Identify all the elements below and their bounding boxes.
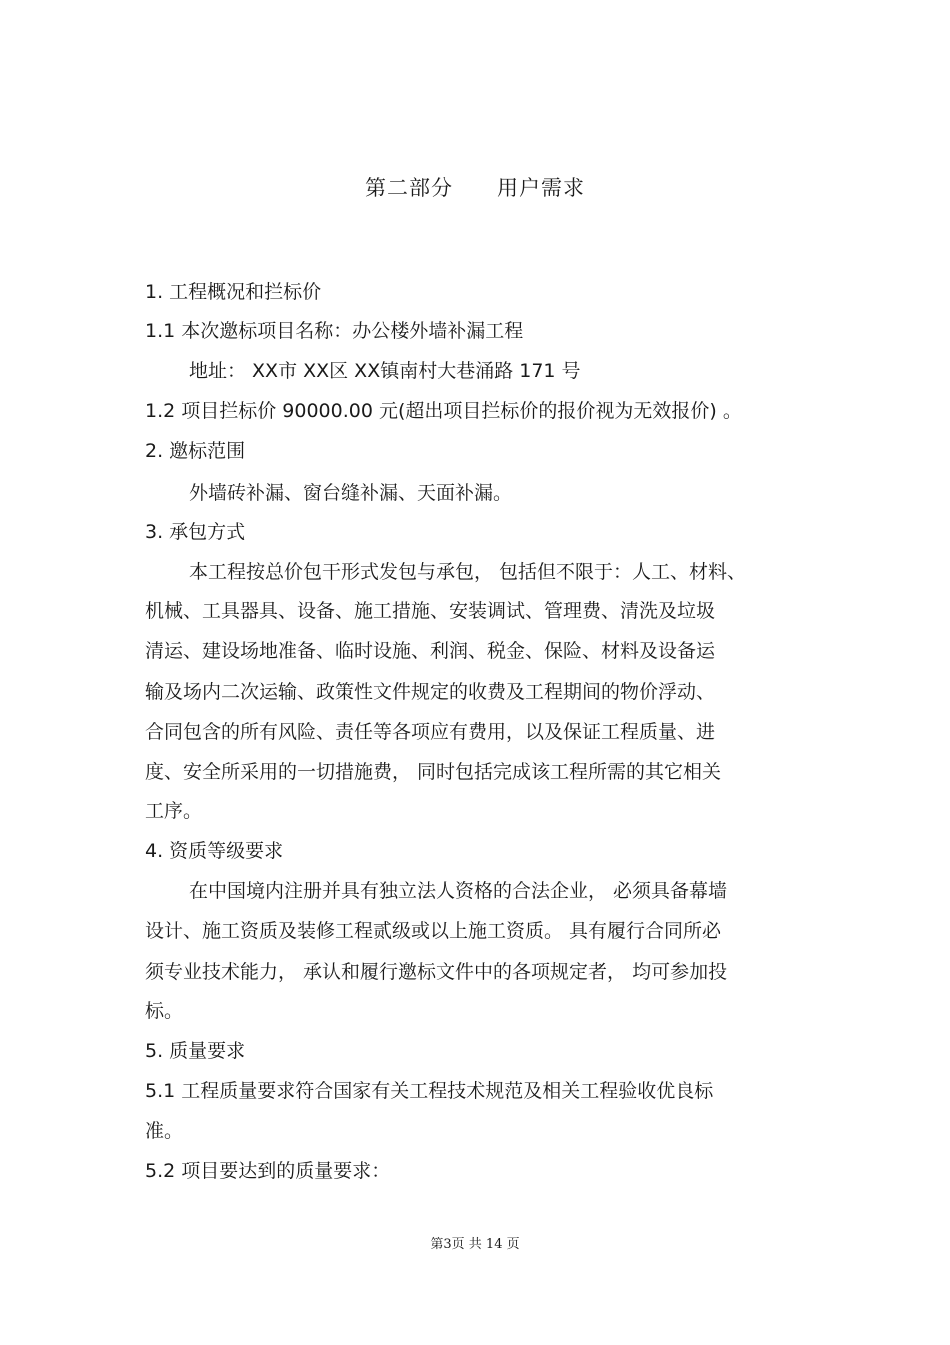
paragraph-line: 准。 <box>145 1120 184 1142</box>
item-1-1: 1.1 本次邀标项目名称：办公楼外墙补漏工程 <box>145 320 524 342</box>
page-footer: 第3页 共 14 页 <box>430 1237 520 1252</box>
heading-3: 3. 承包方式 <box>145 521 246 543</box>
paragraph-line: 本工程按总价包干形式发包与承包， 包括但不限于：人工、材料、 <box>189 561 747 583</box>
paragraph-line: 工序。 <box>145 800 203 822</box>
scope-text: 外墙砖补漏、窗台缝补漏、天面补漏。 <box>189 482 513 504</box>
heading-5: 5. 质量要求 <box>145 1040 246 1062</box>
section-title: 第二部分 用户需求 <box>365 176 585 200</box>
paragraph-line: 设计、施工资质及装修工程贰级或以上施工资质。 具有履行合同所必 <box>145 920 722 942</box>
paragraph-line: 清运、建设场地准备、临时设施、利润、税金、保险、材料及设备运 <box>145 640 716 662</box>
paragraph-line: 须专业技术能力， 承认和履行邀标文件中的各项规定者， 均可参加投 <box>145 961 728 983</box>
paragraph-line: 在中国境内注册并具有独立法人资格的合法企业， 必须具备幕墙 <box>189 880 728 902</box>
heading-2: 2. 邀标范围 <box>145 440 246 462</box>
paragraph-line: 输及场内二次运输、政策性文件规定的收费及工程期间的物价浮动、 <box>145 681 716 703</box>
paragraph-line: 机械、工具器具、设备、施工措施、安装调试、管理费、清洗及垃圾 <box>145 600 716 622</box>
item-5-1: 5.1 工程质量要求符合国家有关工程技术规范及相关工程验收优良标 <box>145 1080 714 1102</box>
address-line: 地址： XX市 XX区 XX镇南村大巷涌路 171 号 <box>189 360 581 382</box>
item-5-2: 5.2 项目要达到的质量要求： <box>145 1160 391 1182</box>
paragraph-line: 度、安全所采用的一切措施费， 同时包括完成该工程所需的其它相关 <box>145 761 722 783</box>
item-1-2: 1.2 项目拦标价 90000.00 元(超出项目拦标价的报价视为无效报价) 。 <box>145 400 742 422</box>
paragraph-line: 标。 <box>145 1000 184 1022</box>
heading-4: 4. 资质等级要求 <box>145 840 284 862</box>
paragraph-line: 合同包含的所有风险、责任等各项应有费用，以及保证工程质量、进 <box>145 721 716 743</box>
heading-1: 1. 工程概况和拦标价 <box>145 281 322 303</box>
